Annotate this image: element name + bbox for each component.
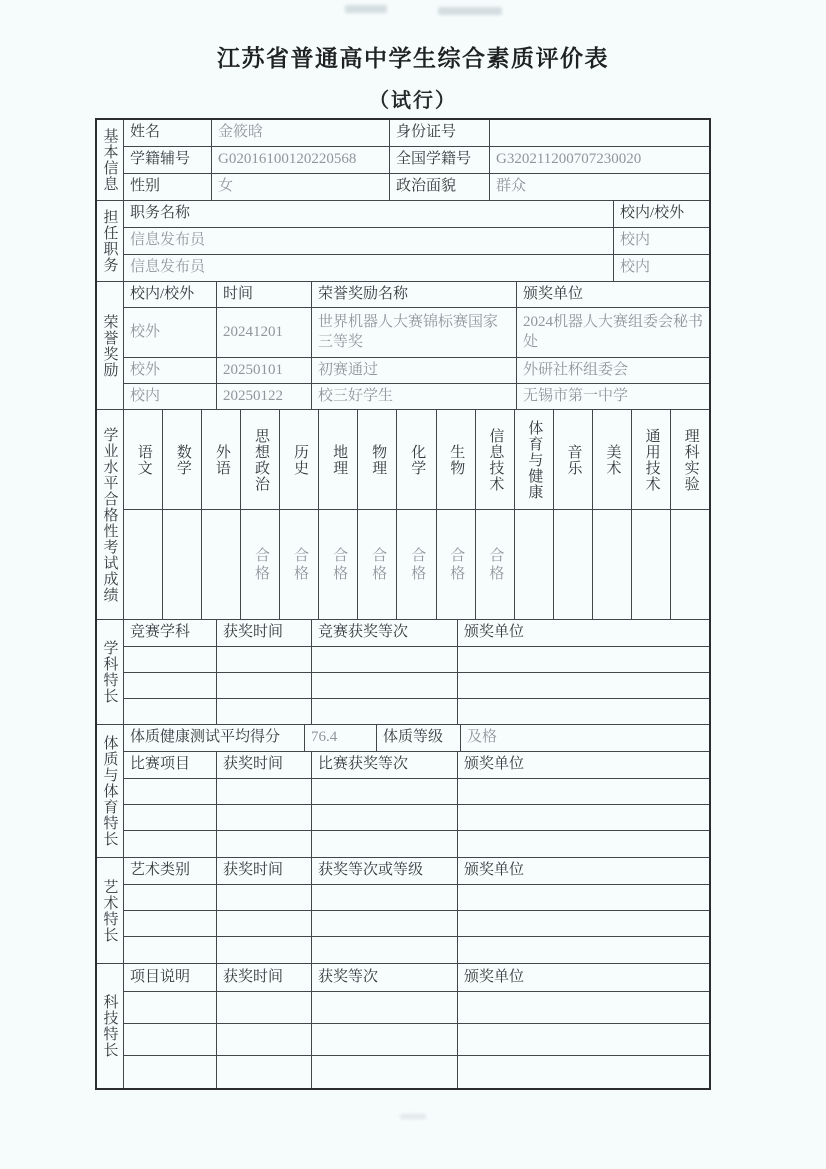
subject-header-cell: 物理 [358,410,397,510]
subject-header-cell: 理科实验 [671,410,709,510]
section-label-tech-talent: 科技特长 [97,964,124,1088]
field-label-name: 姓名 [124,120,212,147]
field-value-national-registration: G320211200707230020 [490,147,709,174]
section-label-art-talent: 艺术特长 [97,858,124,964]
subject-header-cell: 数学 [163,410,202,510]
honor-row [124,384,709,410]
column-header-honor-unit: 颁奖单位 [517,282,709,308]
section-label-honors: 荣誉奖励 [97,282,124,410]
grade-cell [124,510,163,620]
grade-cell: 合格 [476,510,515,620]
empty-cell [217,937,312,964]
empty-cell [217,1056,312,1088]
honor-time-cell: 20241201 [217,308,312,358]
fitness-score-value: 76.4 [305,725,377,752]
empty-cell [312,885,458,911]
column-header-award-time: 获奖时间 [217,752,312,779]
empty-cell [458,1024,709,1056]
subject-talent-row [124,673,709,699]
subject-header-cell: 生物 [437,410,476,510]
grade-cell [632,510,671,620]
section-duties [97,201,709,282]
empty-cell [217,699,312,725]
section-label-academic-results: 学业水平合格性考试成绩 [97,410,124,620]
form-subtitle: （试行） [369,90,457,112]
empty-cell [217,779,312,805]
duty-row [124,228,709,255]
empty-cell [217,805,312,831]
column-header-duty-scope: 校内/校外 [614,201,709,228]
honor-name-cell: 世界机器人大赛锦标赛国家三等奖 [312,308,517,358]
honor-row [124,308,709,358]
empty-cell [124,699,217,725]
empty-cell [458,647,709,673]
empty-cell [124,992,217,1024]
empty-cell [458,699,709,725]
subject-header-cell: 美术 [593,410,632,510]
empty-cell [312,992,458,1024]
section-art-talent [97,858,709,964]
grade-cell [671,510,709,620]
honor-time-cell: 20250101 [217,358,312,384]
column-header-award-time: 获奖时间 [217,858,312,885]
scan-artifact [400,1114,426,1119]
empty-cell [124,1024,217,1056]
column-header-award-rank: 获奖等次 [312,964,458,992]
empty-cell [458,1056,709,1088]
evaluation-form-table [95,118,711,1090]
honor-scope-cell: 校内 [124,384,217,410]
academic-subjects-row [124,410,709,510]
section-tech-talent [97,964,709,1088]
empty-cell [217,673,312,699]
empty-cell [312,647,458,673]
column-header-award-unit: 颁奖单位 [458,964,709,992]
empty-cell [124,937,217,964]
subject-header-cell: 地理 [319,410,358,510]
subject-header-cell: 外语 [202,410,241,510]
empty-cell [312,1024,458,1056]
subject-talent-row [124,647,709,673]
section-academic-results [97,410,709,620]
art-row [124,911,709,937]
scan-artifact [345,5,387,13]
field-value-gender: 女 [212,174,390,201]
grade-cell: 合格 [319,510,358,620]
academic-grades-row [124,510,709,620]
subject-header-cell: 信息技术 [476,410,515,510]
scan-artifact [438,7,502,15]
fitness-grade-label: 体质等级 [377,725,461,752]
field-value-name: 金筱晗 [212,120,390,147]
grade-cell: 合格 [280,510,319,620]
empty-cell [124,779,217,805]
subject-header-cell: 化学 [397,410,436,510]
section-subject-talent [97,620,709,725]
grade-cell [202,510,241,620]
empty-cell [124,831,217,858]
honor-name-cell: 校三好学生 [312,384,517,410]
duty-scope-cell: 校内 [614,255,709,282]
tech-header-row [124,964,709,992]
subject-header-cell: 思想政治 [241,410,280,510]
column-header-honor-scope: 校内/校外 [124,282,217,308]
duty-name-cell: 信息发布员 [124,228,614,255]
basic-info-row [124,120,709,147]
empty-cell [124,805,217,831]
empty-cell [458,911,709,937]
grade-cell: 合格 [437,510,476,620]
grade-cell [163,510,202,620]
empty-cell [312,779,458,805]
duty-scope-cell: 校内 [614,228,709,255]
column-header-competition-subject: 竞赛学科 [124,620,217,647]
empty-cell [217,647,312,673]
empty-cell [124,1056,217,1088]
column-header-award-rank: 竞赛获奖等次 [312,620,458,647]
column-header-award-unit: 颁奖单位 [458,752,709,779]
grade-cell [554,510,593,620]
empty-cell [458,937,709,964]
empty-cell [458,831,709,858]
honor-unit-cell: 外研社杯组委会 [517,358,709,384]
column-header-award-rank: 比赛获奖等次 [312,752,458,779]
column-header-honor-time: 时间 [217,282,312,308]
column-header-duty-name: 职务名称 [124,201,614,228]
fitness-row [124,831,709,858]
grade-cell [593,510,632,620]
column-header-award-unit: 颁奖单位 [458,620,709,647]
column-header-honor-name: 荣誉奖励名称 [312,282,517,308]
subject-header-cell: 通用技术 [632,410,671,510]
field-value-political-status: 群众 [490,174,709,201]
art-row [124,937,709,964]
section-label-basic-info: 基本信息 [97,120,124,201]
empty-cell [458,885,709,911]
column-header-award-rank: 获奖等次或等级 [312,858,458,885]
basic-info-row [124,174,709,201]
fitness-header-row [124,752,709,779]
subject-header-cell: 历史 [280,410,319,510]
empty-cell [124,647,217,673]
empty-cell [124,911,217,937]
empty-cell [217,992,312,1024]
duties-header-row [124,201,709,228]
section-label-subject-talent: 学科特长 [97,620,124,725]
empty-cell [312,1056,458,1088]
duty-row [124,255,709,282]
column-header-competition-event: 比赛项目 [124,752,217,779]
field-label-registration-aux: 学籍辅号 [124,147,212,174]
field-value-id-card [490,120,709,147]
honor-scope-cell: 校外 [124,308,217,358]
art-row [124,885,709,911]
empty-cell [312,937,458,964]
grade-cell [515,510,554,620]
subject-header-cell: 体育与健康 [515,410,554,510]
empty-cell [124,885,217,911]
empty-cell [217,885,312,911]
tech-row [124,1056,709,1088]
field-value-registration-aux: G02016100120220568 [212,147,390,174]
column-header-award-time: 获奖时间 [217,620,312,647]
fitness-grade-value: 及格 [461,725,709,752]
section-fitness-sports [97,725,709,858]
subject-talent-row [124,699,709,725]
column-header-award-unit: 颁奖单位 [458,858,709,885]
empty-cell [312,699,458,725]
grade-cell: 合格 [397,510,436,620]
section-label-fitness-sports: 体质与体育特长 [97,725,124,858]
column-header-project-description: 项目说明 [124,964,217,992]
honor-name-cell: 初赛通过 [312,358,517,384]
empty-cell [312,911,458,937]
field-label-political-status: 政治面貌 [390,174,490,201]
empty-cell [458,805,709,831]
grade-cell: 合格 [358,510,397,620]
empty-cell [312,805,458,831]
fitness-score-label: 体质健康测试平均得分 [124,725,305,752]
honor-time-cell: 20250122 [217,384,312,410]
fitness-summary-row [124,725,709,752]
empty-cell [458,992,709,1024]
field-label-national-registration: 全国学籍号 [390,147,490,174]
fitness-row [124,805,709,831]
fitness-row [124,779,709,805]
section-honors [97,282,709,410]
honor-scope-cell: 校外 [124,358,217,384]
honor-row [124,358,709,384]
empty-cell [312,831,458,858]
basic-info-row [124,147,709,174]
tech-row [124,992,709,1024]
empty-cell [312,673,458,699]
honor-unit-cell: 2024机器人大赛组委会秘书处 [517,308,709,358]
section-label-duties: 担任职务 [97,201,124,282]
form-title: 江苏省普通高中学生综合素质评价表 [217,46,609,71]
field-label-id-card: 身份证号 [390,120,490,147]
empty-cell [458,673,709,699]
honor-unit-cell: 无锡市第一中学 [517,384,709,410]
subject-header-cell: 语文 [124,410,163,510]
column-header-art-category: 艺术类别 [124,858,217,885]
empty-cell [458,779,709,805]
field-label-gender: 性别 [124,174,212,201]
empty-cell [217,911,312,937]
art-header-row [124,858,709,885]
section-basic-info [97,120,709,201]
empty-cell [217,831,312,858]
tech-row [124,1024,709,1056]
honors-header-row [124,282,709,308]
subject-talent-header-row [124,620,709,647]
column-header-award-time: 获奖时间 [217,964,312,992]
empty-cell [217,1024,312,1056]
grade-cell: 合格 [241,510,280,620]
subject-header-cell: 音乐 [554,410,593,510]
duty-name-cell: 信息发布员 [124,255,614,282]
empty-cell [124,673,217,699]
